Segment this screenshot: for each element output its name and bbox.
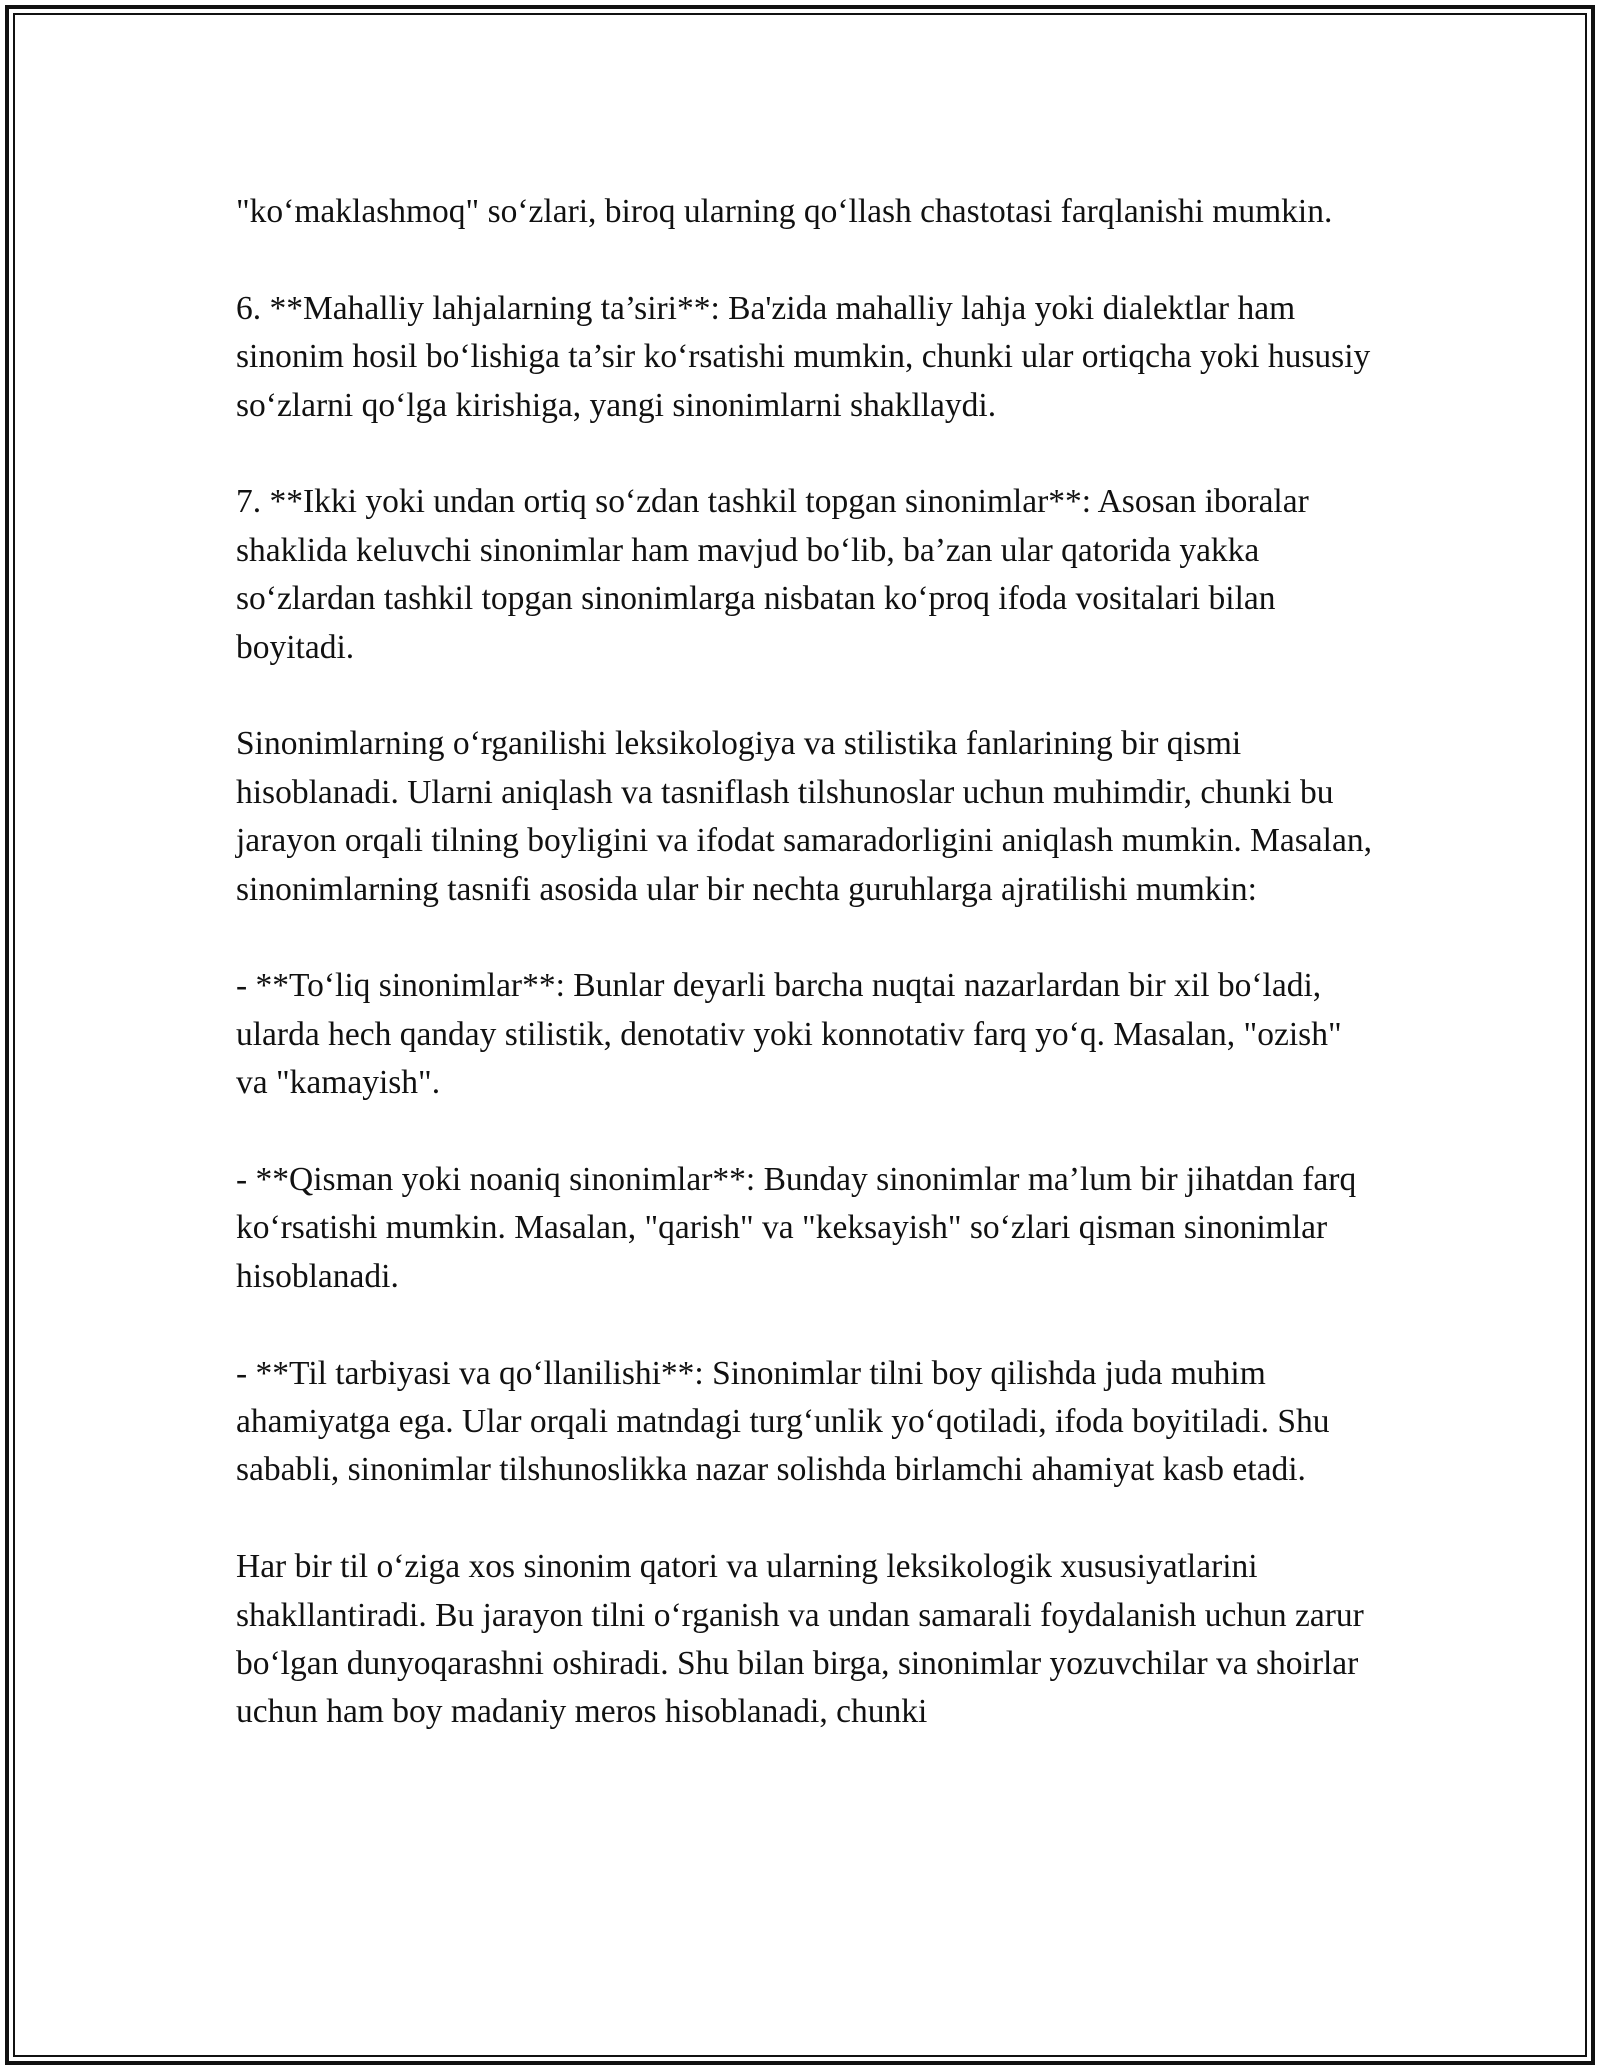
paragraph-partial-synonyms: - **Qisman yoki noaniq sinonimlar**: Bunday sinonimlar ma’lum bir jihatdan farq ko‘rsatishi mumkin. Masalan, "qarish" va "keksayish" so‘zlari qisman sinonimlar hisoblanadi. <box>236 1161 1357 1295</box>
paragraph-language-usage: - **Til tarbiyasi va qo‘llanilishi**: Sinonimlar tilni boy qilishda juda muhim ahamiyatga ega. Ular orqali matndagi turg‘unlik yo‘qotiladi, ifoda boyitiladi. Shu sababli, sinonimlar tilshunoslikka nazar solishda birlamchi ahamiyat kasb etadi. <box>236 1354 1330 1489</box>
paragraph-item-7: 7. **Ikki yoki undan ortiq so‘zdan tashkil topgan sinonimlar**: Asosan iboralar shaklida keluvchi sinonimlar ham mavjud bo‘lib, ba’zan ular qatorida yakka so‘zlardan tashkil topgan sinonimlarga nisbatan ko‘proq ifoda vositalari bilan boyitadi. <box>236 483 1309 666</box>
paragraph-continuation: "ko‘maklashmoq" so‘zlari, biroq ularning qo‘llash chastotasi farqlanishi mumkin. <box>236 193 1333 230</box>
paragraph-study-of-synonyms: Sinonimlarning o‘rganilishi leksikologiya va stilistika fanlarining bir qismi hisoblanadi. Ularni aniqlash va tasniflash tilshunoslar uchun muhimdir, chunki bu jarayon orqali tilning boyligini va ifodat samaradorligini aniqlash mumkin. Masalan, sinonimlarning tasnifi asosida ular bir nechta guruhlarga ajratilishi mumkin: <box>236 725 1372 908</box>
document-body <box>236 188 1376 1737</box>
paragraph-item-6: 6. **Mahalliy lahjalarning ta’siri**: Ba'zida mahalliy lahja yoki dialektlar ham sinonim hosil bo‘lishiga ta’sir ko‘rsatishi mumkin, chunki ular ortiqcha yoki hususiy so‘zlarni qo‘lga kirishiga, yangi sinonimlarni shakllaydi. <box>236 289 1371 424</box>
paragraph-full-synonyms: - **To‘liq sinonimlar**: Bunlar deyarli barcha nuqtai nazarlardan bir xil bo‘ladi, ularda hech qanday stilistik, denotativ yoki konnotativ farq yo‘q. Masalan, "ozish" va "kamayish". <box>236 967 1342 1102</box>
paragraph-conclusion: Har bir til o‘ziga xos sinonim qatori va ularning leksikologik xususiyatlarini shakllantiradi. Bu jarayon tilni o‘rganish va undan samarali foydalanish uchun zarur bo‘lgan dunyoqarashni oshiradi. Shu bilan birga, sinonimlar yozuvchilar va shoirlar uchun ham boy madaniy meros hisoblanadi, chunki <box>236 1548 1364 1731</box>
